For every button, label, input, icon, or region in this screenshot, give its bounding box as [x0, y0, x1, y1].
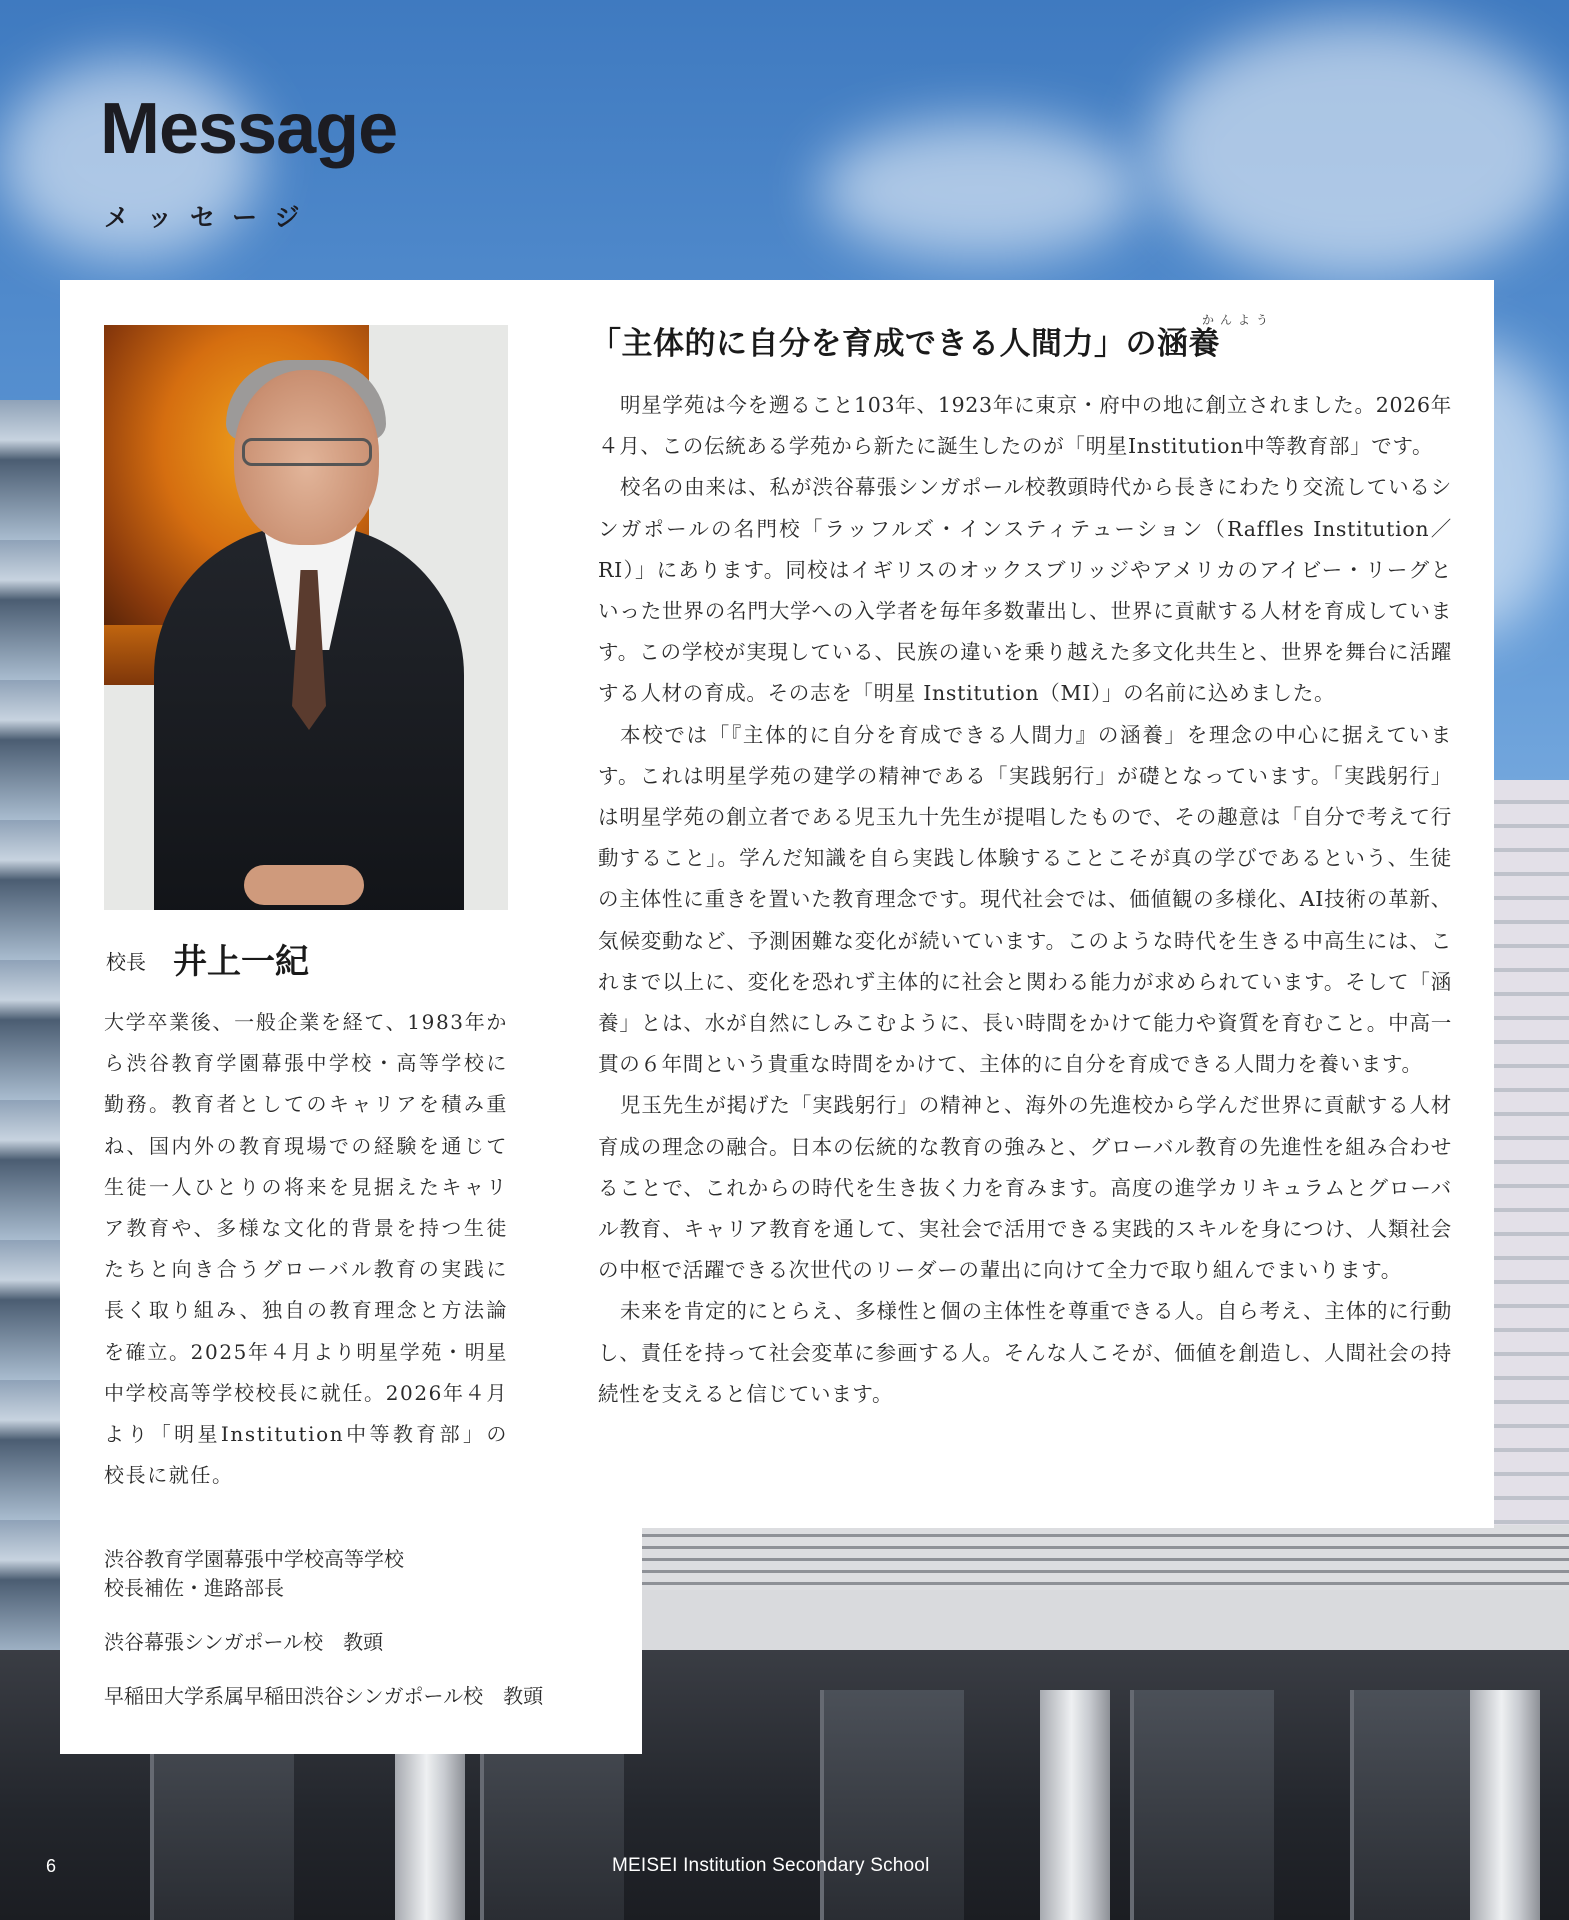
pillar	[1040, 1690, 1110, 1920]
principal-name: 井上一紀	[173, 942, 309, 982]
article-body	[598, 385, 1452, 1415]
footer-school-name: MEISEI Institution Secondary School	[612, 1855, 930, 1876]
article-paragraph: 校名の由来は、私が渋谷幕張シンガポール校教頭時代から長きにわたり交流しているシンガポールの名門校「ラッフルズ・インスティテューション（Raffles Institution／RI）」にあります。同校はイギリスのオックスブリッジやアメリカのアイビー・リーグといった世界の名門大学への入学者を毎年多数輩出し、世界に貢献する人材を育成しています。この学校が実現している、民族の違いを乗り越えた多文化共生と、世界を舞台に活躍する人材の育成。その志を「明星 Institution（MI）」の名前に込めました。	[598, 475, 1452, 706]
principal-role: 校長	[106, 950, 146, 974]
article-paragraph: 児玉先生が掲げた「実践躬行」の精神と、海外の先進校から学んだ世界に貢献する人材育成の理念の融合。日本の伝統的な教育の強みと、グローバル教育の先進性を組み合わせることで、これからの時代を生き抜く力を育みます。高度の進学カリキュラムとグローバル教育、キャリア教育を通して、実社会で活用できる実践的スキルを身につけ、人類社会の中枢で活躍できる次世代のリーダーの輩出に向けて全力で取り組んでまいります。	[598, 1093, 1452, 1283]
cloud	[1150, 20, 1569, 280]
building-band	[640, 1590, 1569, 1650]
cloud	[820, 120, 1140, 260]
glasses	[242, 438, 372, 466]
article-paragraph: 本校では「『主体的に自分を育成できる人間力』の涵養」を理念の中心に据えています。これは明星学苑の建学の精神である「実践躬行」が礎となっています。「実践躬行」は明星学苑の創立者である児玉九十先生が提唱したもので、その趣意は「自分で考えて行動すること」。学んだ知識を自ら実践し体験することこそが真の学びであるという、生徒の主体性に重きを置いた教育理念です。現代社会では、価値観の多様化、AI技術の革新、気候変動など、予測困難な変化が続いています。このような時代を生きる中高生には、これまで以上に、変化を恐れず主体的に社会と関わる能力が求められています。そして「涵養」とは、水が自然にしみこむように、長い時間をかけて能力や資質を育むこと。中高一貫の６年間という貴重な時間をかけて、主体的に自分を育成できる人間力を養います。	[598, 722, 1452, 1077]
page-subtitle: メッセージ	[104, 203, 318, 232]
affiliation: 渋谷教育学園幕張中学校高等学校	[104, 1547, 404, 1571]
page-title: Message	[100, 89, 398, 169]
hands	[244, 865, 364, 905]
article-paragraph: 明星学苑は今を遡ること103年、1923年に東京・府中の地に創立されました。2026年４月、この伝統ある学苑から新たに誕生したのが「明星Institution中等教育部」です。	[598, 393, 1452, 459]
article-paragraph: 未来を肯定的にとらえ、多様性と個の主体性を尊重できる人。自ら考え、主体的に行動し、責任を持って社会変革に参画する人。そんな人こそが、価値を創造し、人間社会の持続性を支えると信じています。	[598, 1299, 1452, 1406]
window	[820, 1690, 964, 1920]
affiliation: 校長補佐・進路部長	[104, 1576, 284, 1600]
principal-portrait	[104, 325, 508, 910]
heading-ruby: かんよう	[1202, 313, 1275, 327]
page-number: 6	[46, 1856, 57, 1876]
window	[1130, 1690, 1274, 1920]
affiliation: 渋谷幕張シンガポール校 教頭	[104, 1630, 384, 1654]
principal-bio: 大学卒業後、一般企業を経て、1983年から渋谷教育学園幕張中学校・高等学校に勤務。教育者としてのキャリアを積み重ね、国内外の教育現場での経験を通じて生徒一人ひとりの将来を見据えたキャリア教育や、多様な文化的背景を持つ生徒たちと向き合うグローバル教育の実践に長く取り組み、独自の教育理念と方法論を確立。2025年４月より明星学苑・明星中学校高等学校校長に就任。2026年４月より「明星Institution中等教育部」の校長に就任。	[104, 1010, 508, 1488]
affiliation: 早稲田大学系属早稲田渋谷シンガポール校 教頭	[104, 1684, 544, 1708]
pillar	[1470, 1690, 1540, 1920]
article-heading: 「主体的に自分を育成できる人間力」の涵養	[590, 326, 1220, 362]
